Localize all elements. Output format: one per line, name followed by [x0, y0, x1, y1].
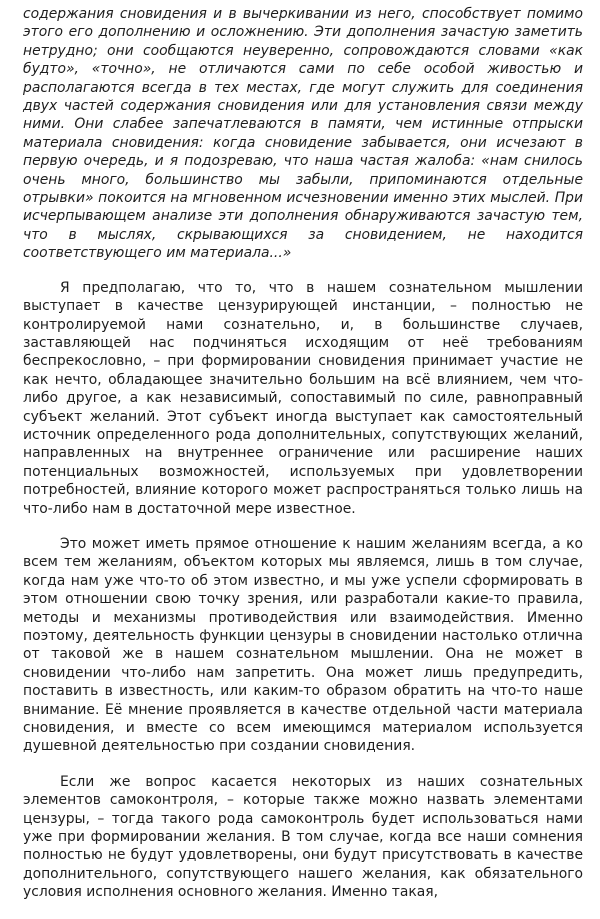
- body-paragraph-censorship-function: Это может иметь прямое отношение к нашим желаниям всегда, а ко всем тем желаниям, объектом которых мы являемся, лишь в том случае, когда нам уже что-то об этом известно, и мы уже успели сформировать в этом отношении свою точку зрения, или разработали какие-то правила, методы и механизмы противодействия или взаимодействия. Именно поэтому, деятельность функции цензуры в сновидении настолько отлична от таковой же в нашем сознательном мышлении. Она не может в сновидении что-либо нам запретить. Она может лишь предупредить, поставить в известность, или каким-то образом обратить на что-то наше внимание. Её мнение проявляется в качестве отдельной части материала сновидения, и вместе со всем имеющимся материалом используется душевной деятельностью при создании сновидения.: [23, 535, 583, 755]
- quoted-paragraph: содержания сновидения и в вычеркивании из него, способствует помимо этого его дополнению и осложнению. Эти дополнения зачастую заметить нетрудно; они сообщаются неуверенно, сопровождаются словами «как будто», «точно», не отличаются сами по себе особой живостью и располагаются всегда в тех местах, где могут служить для соединения двух частей содержания сновидения или для установления связи между ними. Они слабее запечатлеваются в памяти, чем истинные отпрыски материала сновидения: когда сновидение забывается, они исчезают в первую очередь, и я подозреваю, что наша частая жалоба: «нам снилось очень много, большинство мы забыли, припоминаются отдельные отрывки» покоится на мгновенном исчезновении именно этих мыслей. При исчерпывающем анализе эти дополнения обнаруживаются зачастую тем, что в мыслях, скрывающихся за сновидением, не находится соответствующего им материала...»: [23, 6, 583, 262]
- body-paragraph-censorship-instance: Я предполагаю, что то, что в нашем сознательном мышлении выступает в качестве цензурирующей инстанции, – полностью не контролируемой нами сознательно, и, в большинстве случаев, заставляющей нас подчиняться исходящим от неё требованиям беспрекословно, – при формировании сновидения принимает участие не как нечто, обладающее значительно большим на всё влиянием, чем что-либо другое, а как независимый, сопоставимый по силе, равноправный субъект желаний. Этот субъект иногда выступает как самостоятельный источник определенного рода дополнительных, сопутствующих желаний, направленных на внутреннее ограничение или расширение наших потенциальных возможностей, используемых при удовлетворении потребностей, влияние которого может распространяться только лишь на что-либо нам в достаточной мере известное.: [23, 279, 583, 517]
- book-page: [23, 5, 583, 919]
- body-paragraph-self-control: Если же вопрос касается некоторых из наших сознательных элементов самоконтроля, – которые также можно назвать элементами цензуры, – тогда такого рода самоконтроль будет использоваться нами уже при формировании желания. В том случае, когда все наши сомнения полностью не будут удовлетворены, они будут присутствовать в качестве дополнительного, сопутствующего нашего желания, как обязательного условия исполнения основного желания. Именно такая,: [23, 773, 583, 901]
